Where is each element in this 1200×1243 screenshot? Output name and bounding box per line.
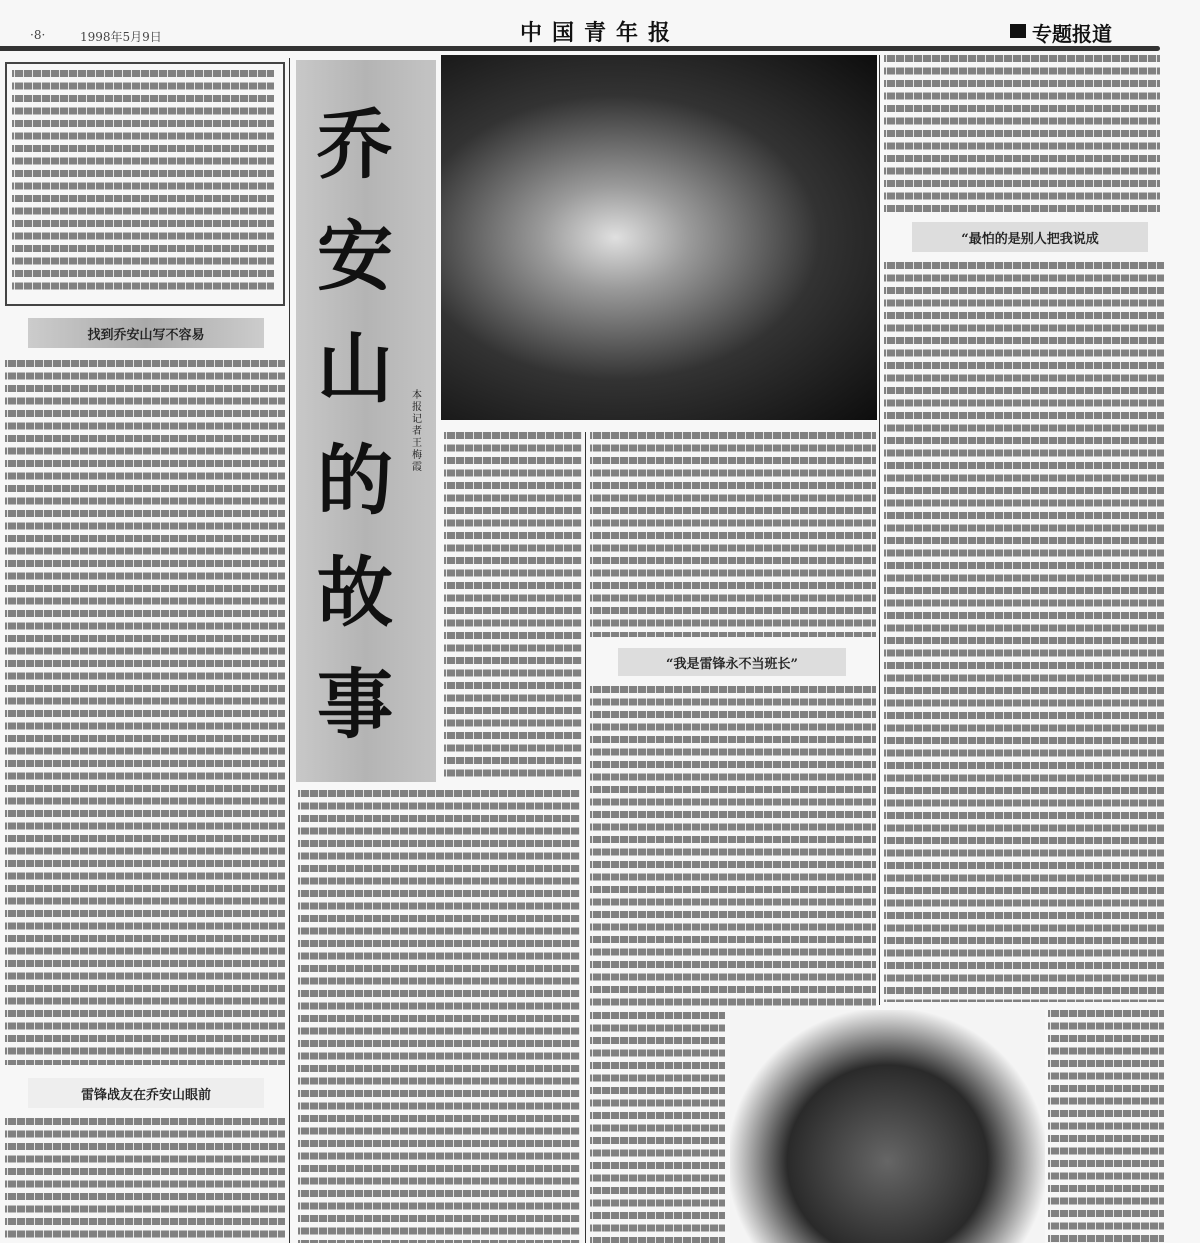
section-label: 专题报道	[1032, 22, 1112, 46]
intro-text	[12, 70, 274, 295]
column-3a-text	[444, 432, 582, 782]
column-1-text-end	[5, 1118, 285, 1243]
subhead-3: “我是雷锋永不当班长”	[618, 648, 846, 676]
title-char: 故	[317, 548, 393, 637]
column-divider	[585, 432, 586, 1243]
subhead-1: 找到乔安山写不容易	[28, 318, 264, 348]
title-char: 山	[317, 324, 393, 413]
title-block	[296, 60, 436, 782]
column-divider	[879, 55, 880, 1005]
header-rule	[0, 46, 1160, 51]
title-char: 的	[317, 436, 393, 525]
section-marker-icon	[1010, 24, 1026, 38]
column-2-text	[298, 790, 580, 1243]
issue-date: 1998年5月9日	[80, 30, 162, 44]
masthead: 中国青年报	[520, 20, 681, 46]
column-1-text	[5, 360, 285, 1065]
page-number: ·8·	[30, 28, 46, 42]
column-divider	[289, 58, 290, 1243]
column-4-text-3	[1048, 1010, 1164, 1243]
byline: 本报记者 王梅霞	[412, 390, 422, 473]
column-3b-text-2	[590, 686, 876, 1006]
title-char: 安	[317, 212, 393, 301]
main-photo	[441, 55, 877, 420]
family-photo	[730, 1010, 1045, 1243]
column-3b-text	[590, 432, 876, 637]
column-4-text	[884, 55, 1160, 215]
title-char: 事	[317, 660, 393, 749]
subhead-2: “最怕的是别人把我说成	[912, 222, 1148, 252]
column-3b-text-3	[590, 1012, 725, 1243]
column-4-text-2	[884, 262, 1164, 1002]
title-char: 乔	[317, 100, 393, 189]
subhead-4: 雷锋战友在乔安山眼前	[28, 1078, 264, 1108]
